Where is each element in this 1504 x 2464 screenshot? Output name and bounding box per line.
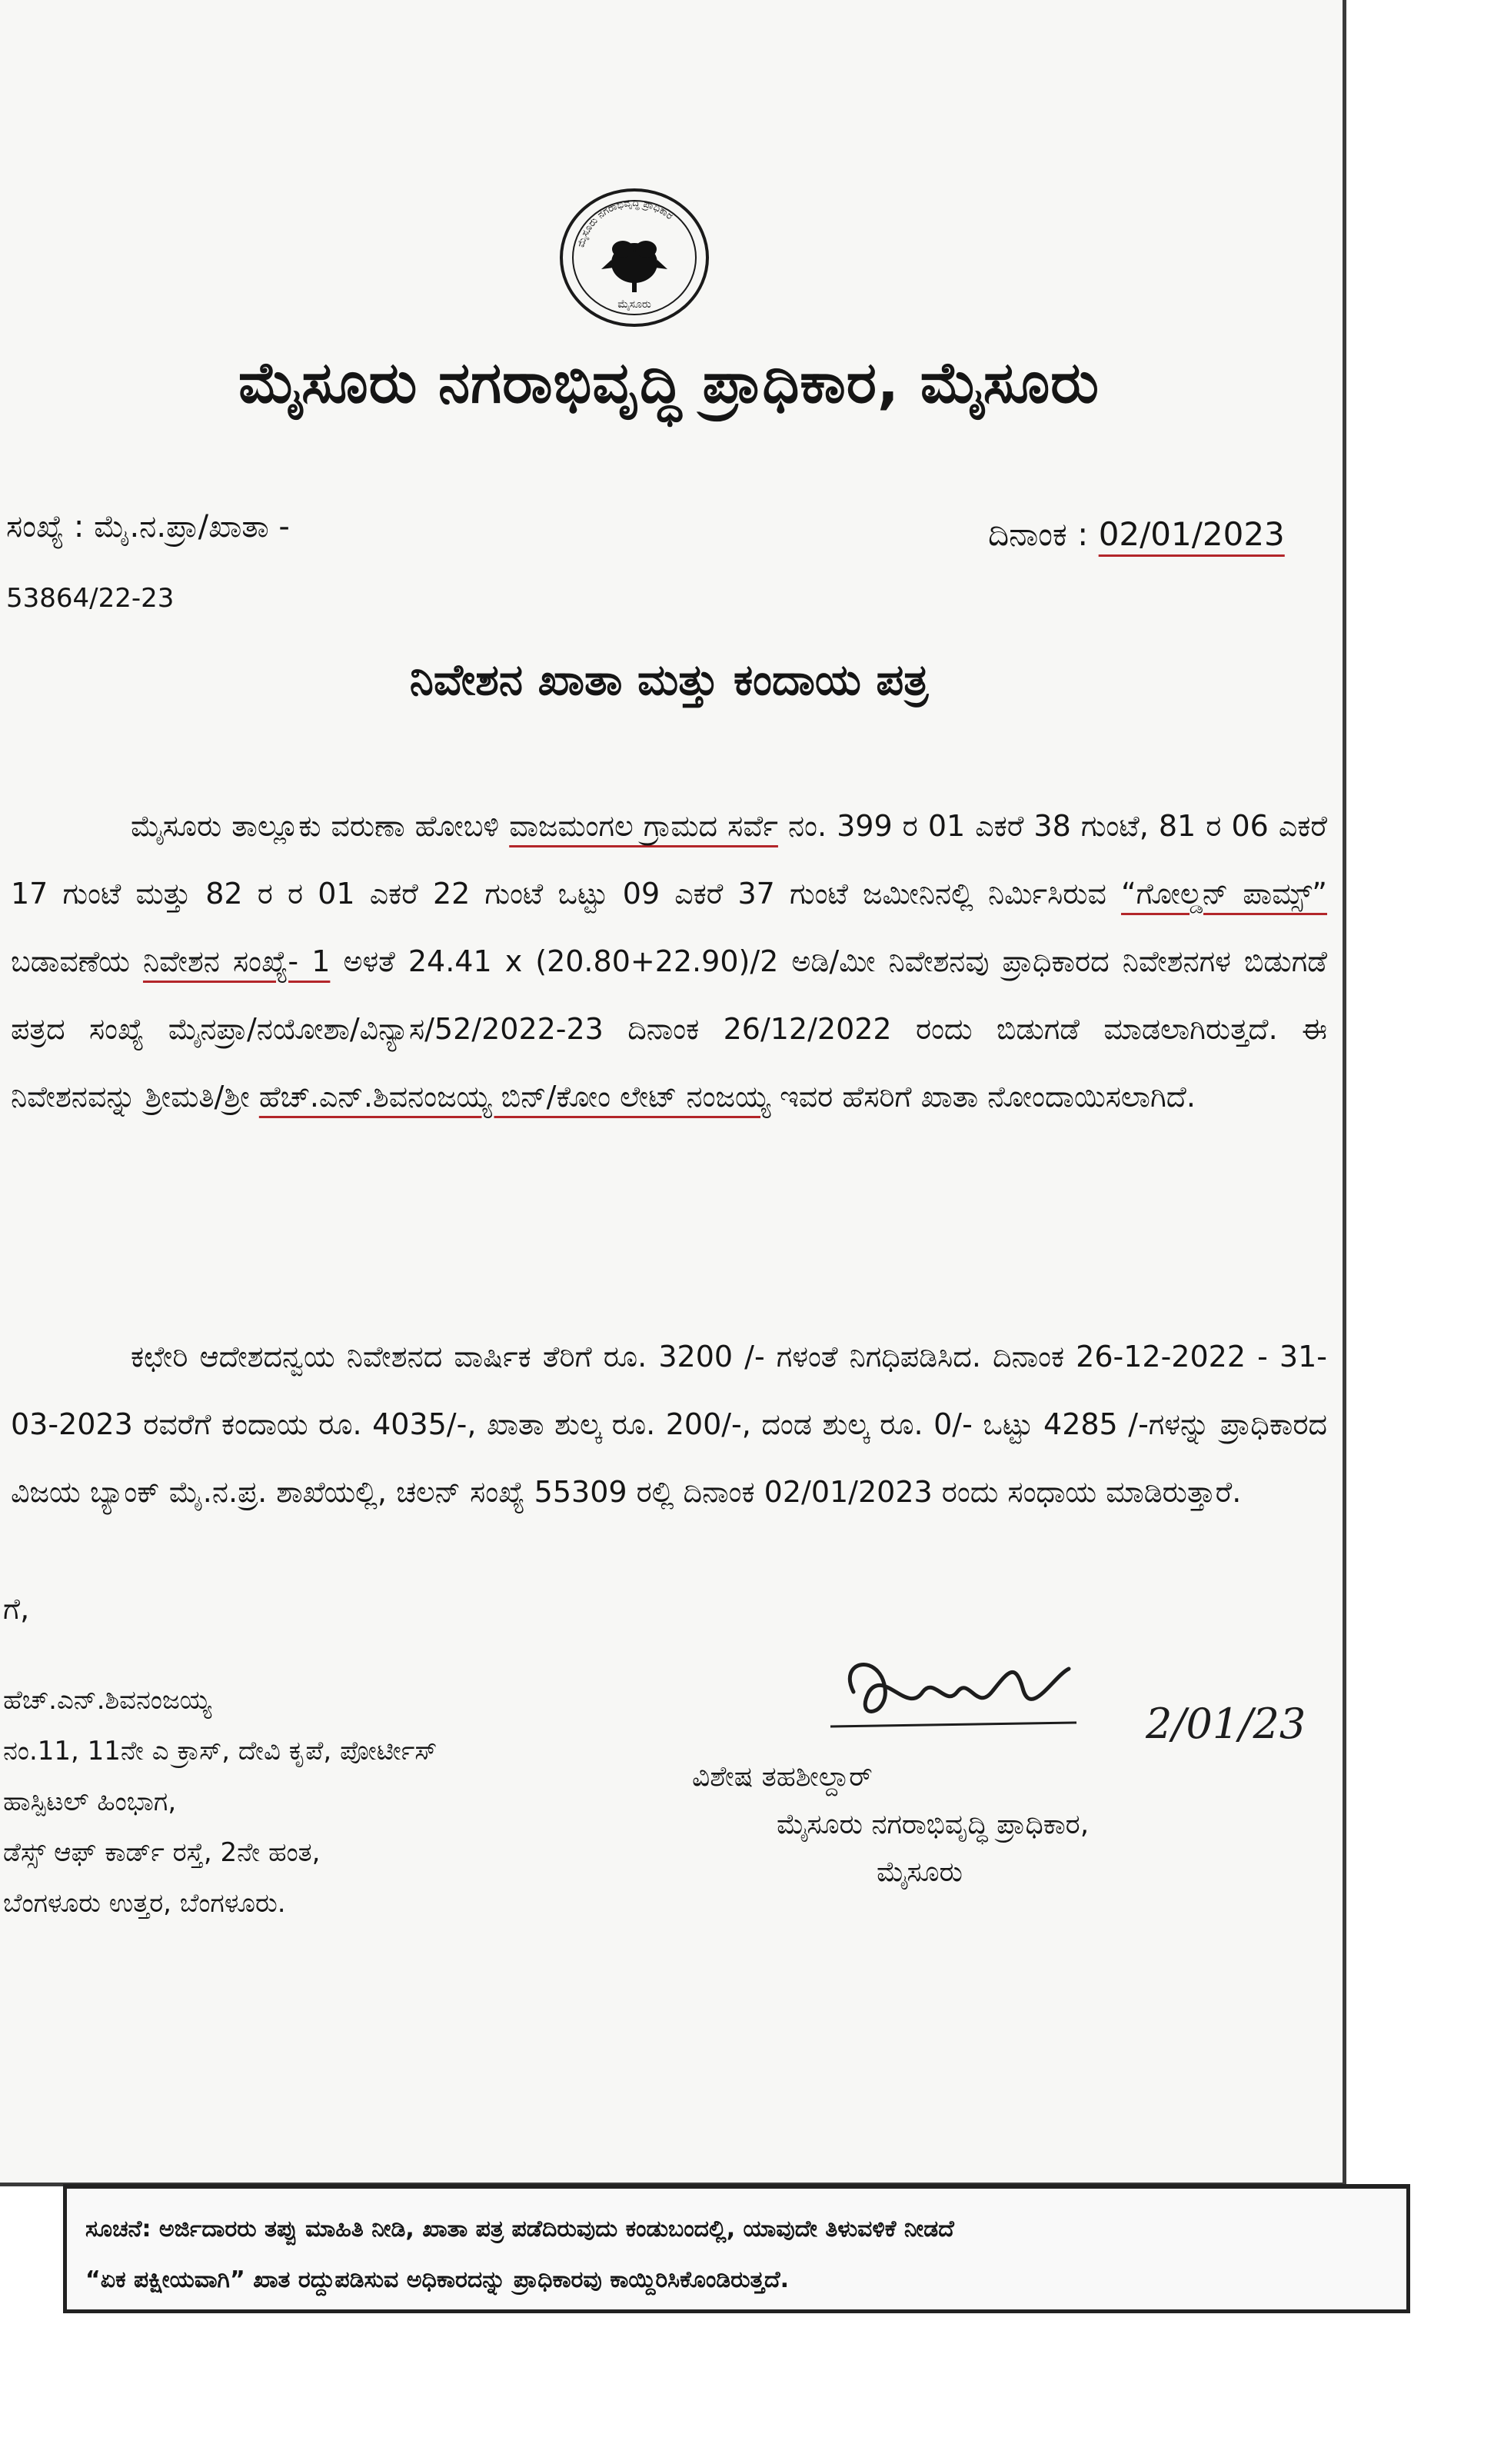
address-line: ಡೆಸ್ಸ್ ಆಫ್ ಕಾರ್ಡ್ ರಸ್ತೆ, 2ನೇ ಹಂತ, xyxy=(3,1837,321,1868)
date-line xyxy=(988,515,1285,554)
address-line: ಹೆಚ್.ಎನ್.ಶಿವನಂಜಯ್ಯ xyxy=(3,1685,211,1716)
handwritten-date: 2/01/23 xyxy=(1146,1700,1306,1748)
site-number: ನಿವೇಶನ ಸಂಖ್ಯೆ- 1 xyxy=(142,944,331,978)
notice-line: “ಏಕ ಪಕ್ಷೀಯವಾಗಿ” ಖಾತ ರದ್ದುಪಡಿಸುವ ಅಧಿಕಾರದನ್ನು ಪ್ರಾಧಿಕಾರವು ಕಾಯ್ದಿರಿಸಿಕೊಂಡಿರುತ್ತದೆ. xyxy=(85,2266,789,2293)
signatory-authority: ಮೈಸೂರು ನಗರಾಭಿವೃದ್ಧಿ ಪ್ರಾಧಿಕಾರ, xyxy=(777,1809,1090,1840)
address-line: ನಂ.11, 11ನೇ ಎ ಕ್ರಾಸ್, ದೇವಿ ಕೃಪೆ, ಪೋರ್ಟೀಸ್ xyxy=(3,1736,438,1766)
date-label: ದಿನಾಂಕ : xyxy=(988,515,1089,553)
document-heading: ನಿವೇಶನ ಖಾತಾ ಮತ್ತು ಕಂದಾಯ ಪತ್ರ xyxy=(409,655,929,705)
para1-part1: ಮೈಸೂರು ತಾಲ್ಲೂಕು ವರುಣಾ ಹೋಬಳಿ xyxy=(131,809,510,843)
notice-box xyxy=(63,2184,1410,2313)
signatory-block xyxy=(692,1753,1276,1896)
para1-part5: ಬಡಾವಣೆಯ xyxy=(11,944,143,978)
date-value: 02/01/2023 xyxy=(1098,515,1285,553)
para1-part7: ಅಳತೆ 24.41 x (20.80+22.90)/2 ಅಡಿ/ಮೀ ನಿವೇಶನವು ಪ್ರಾಧಿಕಾರದ ನಿವೇಶನಗಳ ಬಿಡುಗಡೆ ಪತ್ರದ ಸಂಖ್ಯೆ ಮೈನಪ್ರಾ/ನಯೋಶಾ/ವಿನ್ಯಾಸ/52/2022-23 ದಿನಾಂಕ 26/12/2022 ರಂದು ಬಿಡುಗಡೆ ಮಾಡಲಾಗಿರುತ್ತದೆ. ಈ ನಿವೇಶನವನ್ನು ಶ್ರೀಮತಿ/ಶ್ರೀ xyxy=(11,944,1328,1114)
notice-line: ಸೂಚನೆ: ಅರ್ಜಿದಾರರು ತಪ್ಪು ಮಾಹಿತಿ ನೀಡಿ, ಖಾತಾ ಪತ್ರ ಪಡೆದಿರುವುದು ಕಂಡುಬಂದಲ್ಲಿ, ಯಾವುದೇ ತಿಳುವಳಿಕೆ ನೀಡದೆ xyxy=(85,2216,954,2243)
village-survey: ವಾಜಮಂಗಲ ಗ್ರಾಮದ ಸರ್ವೆ xyxy=(509,809,778,843)
owner-name: ಹೆಚ್.ಎನ್.ಶಿವನಂಜಯ್ಯ ಬಿನ್/ಕೋಂ ಲೇಟ್ ನಂಜಯ್ಯ xyxy=(258,1080,770,1114)
address-line: ಹಾಸ್ಪಿಟಲ್ ಹಿಂಭಾಗ, xyxy=(3,1786,177,1817)
signatory-city: ಮೈಸೂರು xyxy=(877,1856,963,1888)
reference-label: ಸಂಖ್ಯೆ : ಮೈ.ನ.ಪ್ರಾ/ಖಾತಾ - xyxy=(6,509,290,544)
authority-seal-emblem xyxy=(554,185,715,331)
para1-part3: ನಂ. 399 ರ 01 ಎಕರೆ 38 ಗುಂಟೆ, 81 ರ 06 ಎಕರೆ 17 ಗುಂಟೆ ಮತ್ತು 82 ರ ರ 01 ಎಕರೆ 22 ಗುಂಟೆ ಒಟ್ಟು 09 ಎಕರೆ 37 ಗುಂಟೆ ಜಮೀನಿನಲ್ಲಿ ನಿರ್ಮಿಸಿರುವ xyxy=(11,809,1327,911)
page-title: ಮೈಸೂರು ನಗರಾಭಿವೃದ್ಧಿ ಪ್ರಾಧಿಕಾರ, ಮೈಸೂರು xyxy=(238,350,1100,416)
recipient-address xyxy=(3,1675,511,1929)
site-details-paragraph xyxy=(11,792,1327,1130)
signatory-designation: ವಿಶೇಷ ತಹಶೀಲ್ದಾರ್ xyxy=(692,1761,873,1793)
seal-text-top: ಮೈಸೂರು ನಗರಾಭಿವೃದ್ಧಿ ಪ್ರಾಧಿಕಾರ xyxy=(575,197,675,249)
para1-part9: ಇವರ ಹೆಸರಿಗೆ ಖಾತಾ ನೋಂದಾಯಿಸಲಾಗಿದೆ. xyxy=(770,1080,1196,1114)
recipient-to: ಗೆ, xyxy=(3,1592,30,1626)
address-line: ಬೆಂಗಳೂರು ಉತ್ತರ, ಬೆಂಗಳೂರು. xyxy=(3,1888,286,1919)
reference-number: 53864/22-23 xyxy=(6,583,175,614)
seal-text-bottom: ಮೈಸೂರು xyxy=(617,298,651,311)
layout-name: “ಗೋಲ್ಡನ್ ಪಾಮ್ಸ್” xyxy=(1120,877,1327,911)
tax-payment-paragraph: ಕಛೇರಿ ಆದೇಶದನ್ವಯ ನಿವೇಶನದ ವಾರ್ಷಿಕ ತೆರಿಗೆ ರೂ. 3200 /- ಗಳಂತೆ ನಿಗಧಿಪಡಿಸಿದ. ದಿನಾಂಕ 26-12-2022 - 31-03-2023 ರವರೆಗೆ ಕಂದಾಯ ರೂ. 4035/-, ಖಾತಾ ಶುಲ್ಕ ರೂ. 200/-, ದಂಡ ಶುಲ್ಕ ರೂ. 0/- ಒಟ್ಟು 4285 /-ಗಳನ್ನು ಪ್ರಾಧಿಕಾರದ ವಿಜಯ ಬ್ಯಾಂಕ್ ಮೈ.ನ.ಪ್ರ. ಶಾಖೆಯಲ್ಲಿ, ಚಲನ್ ಸಂಖ್ಯೆ 55309 ರಲ್ಲಿ ದಿನಾಂಕ 02/01/2023 ರಂದು ಸಂಧಾಯ ಮಾಡಿರುತ್ತಾರೆ. xyxy=(11,1340,1327,1509)
